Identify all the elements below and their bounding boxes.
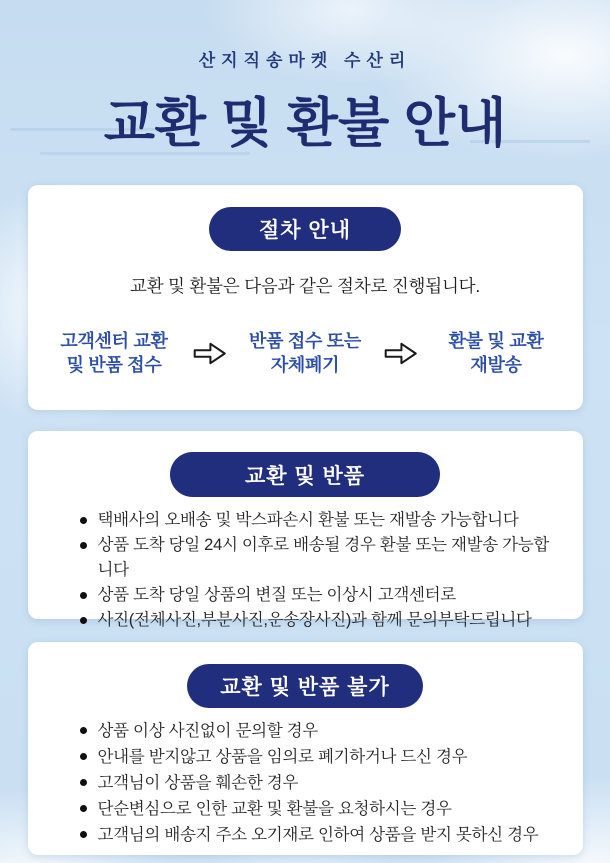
policy-item-text: 택배사의 오배송 및 박스파손시 환불 또는 재발송 가능합니다: [97, 511, 519, 529]
bullet-icon: [80, 779, 87, 786]
flow-arrow-icon: [191, 339, 228, 368]
policy-item: [80, 508, 565, 533]
bullet-icon: [80, 592, 87, 599]
policy-item: [80, 608, 565, 633]
policy-item-text: 고객님의 배송지 주소 오기재로 인하여 상품을 받지 못하신 경우: [97, 826, 539, 844]
process-step-line: 및 반품 접수: [66, 355, 162, 376]
policy-item: [80, 583, 565, 608]
policy-item: [80, 533, 565, 583]
brand-name: 산지직송마켓 수산리: [198, 51, 412, 70]
bullet-icon: [80, 517, 87, 524]
exchange-denied-card: [28, 642, 583, 855]
process-step-3: [432, 329, 560, 378]
exchange-denied-list: [80, 718, 565, 848]
process-step-line: 고객센터 교환: [60, 331, 168, 351]
policy-item-text: 상품 도착 당일 24시 이후로 배송될 경우 환불 또는 재발송 가능합니다: [97, 536, 550, 579]
bullet-icon: [80, 831, 87, 838]
procedure-card: [28, 185, 583, 410]
policy-item-text: 상품 도착 당일 상품의 변질 또는 이상시 고객센터로: [97, 586, 456, 604]
policy-item-text: 고객님이 상품을 훼손한 경우: [97, 774, 299, 792]
policy-item: [80, 718, 565, 744]
procedure-badge: 절차 안내: [209, 207, 401, 251]
page-header: [0, 0, 610, 157]
exchange-return-list: [80, 508, 565, 633]
policy-item: [80, 770, 565, 796]
content-cards: [28, 185, 583, 855]
process-step-line: 반품 접수 또는: [249, 331, 361, 351]
process-step-line: 환불 및 교환: [448, 331, 544, 351]
process-step-line: 자체폐기: [270, 355, 340, 376]
exchange-return-badge: 교환 및 반품: [170, 452, 440, 497]
bullet-icon: [80, 805, 87, 812]
bullet-icon: [80, 727, 87, 734]
policy-item: [80, 796, 565, 822]
process-step-2: [241, 329, 369, 378]
policy-item-text: 단순변심으로 인한 교환 및 환불을 요청하시는 경우: [97, 800, 452, 818]
exchange-denied-badge: 교환 및 반품 불가: [187, 664, 423, 708]
process-step-1: [50, 329, 178, 378]
bullet-icon: [80, 753, 87, 760]
policy-item-text: 안내를 받지않고 상품을 임의로 폐기하거나 드신 경우: [97, 748, 468, 766]
bullet-icon: [80, 542, 87, 549]
policy-item-text: 사진(전체사진,부분사진,운송장사진)과 함께 문의부탁드립니다: [97, 611, 532, 629]
policy-item-text: 상품 이상 사진없이 문의할 경우: [97, 722, 318, 740]
process-flow: [28, 329, 583, 378]
flow-arrow-icon: [382, 339, 419, 368]
page-title: 교환 및 환불 안내: [103, 94, 507, 153]
process-step-line: 재발송: [470, 355, 522, 376]
bullet-icon: [80, 617, 87, 624]
exchange-return-card: [28, 431, 583, 629]
policy-item: [80, 744, 565, 770]
procedure-description: 교환 및 환불은 다음과 같은 절차로 진행됩니다.: [129, 276, 481, 296]
policy-item: [80, 822, 565, 848]
